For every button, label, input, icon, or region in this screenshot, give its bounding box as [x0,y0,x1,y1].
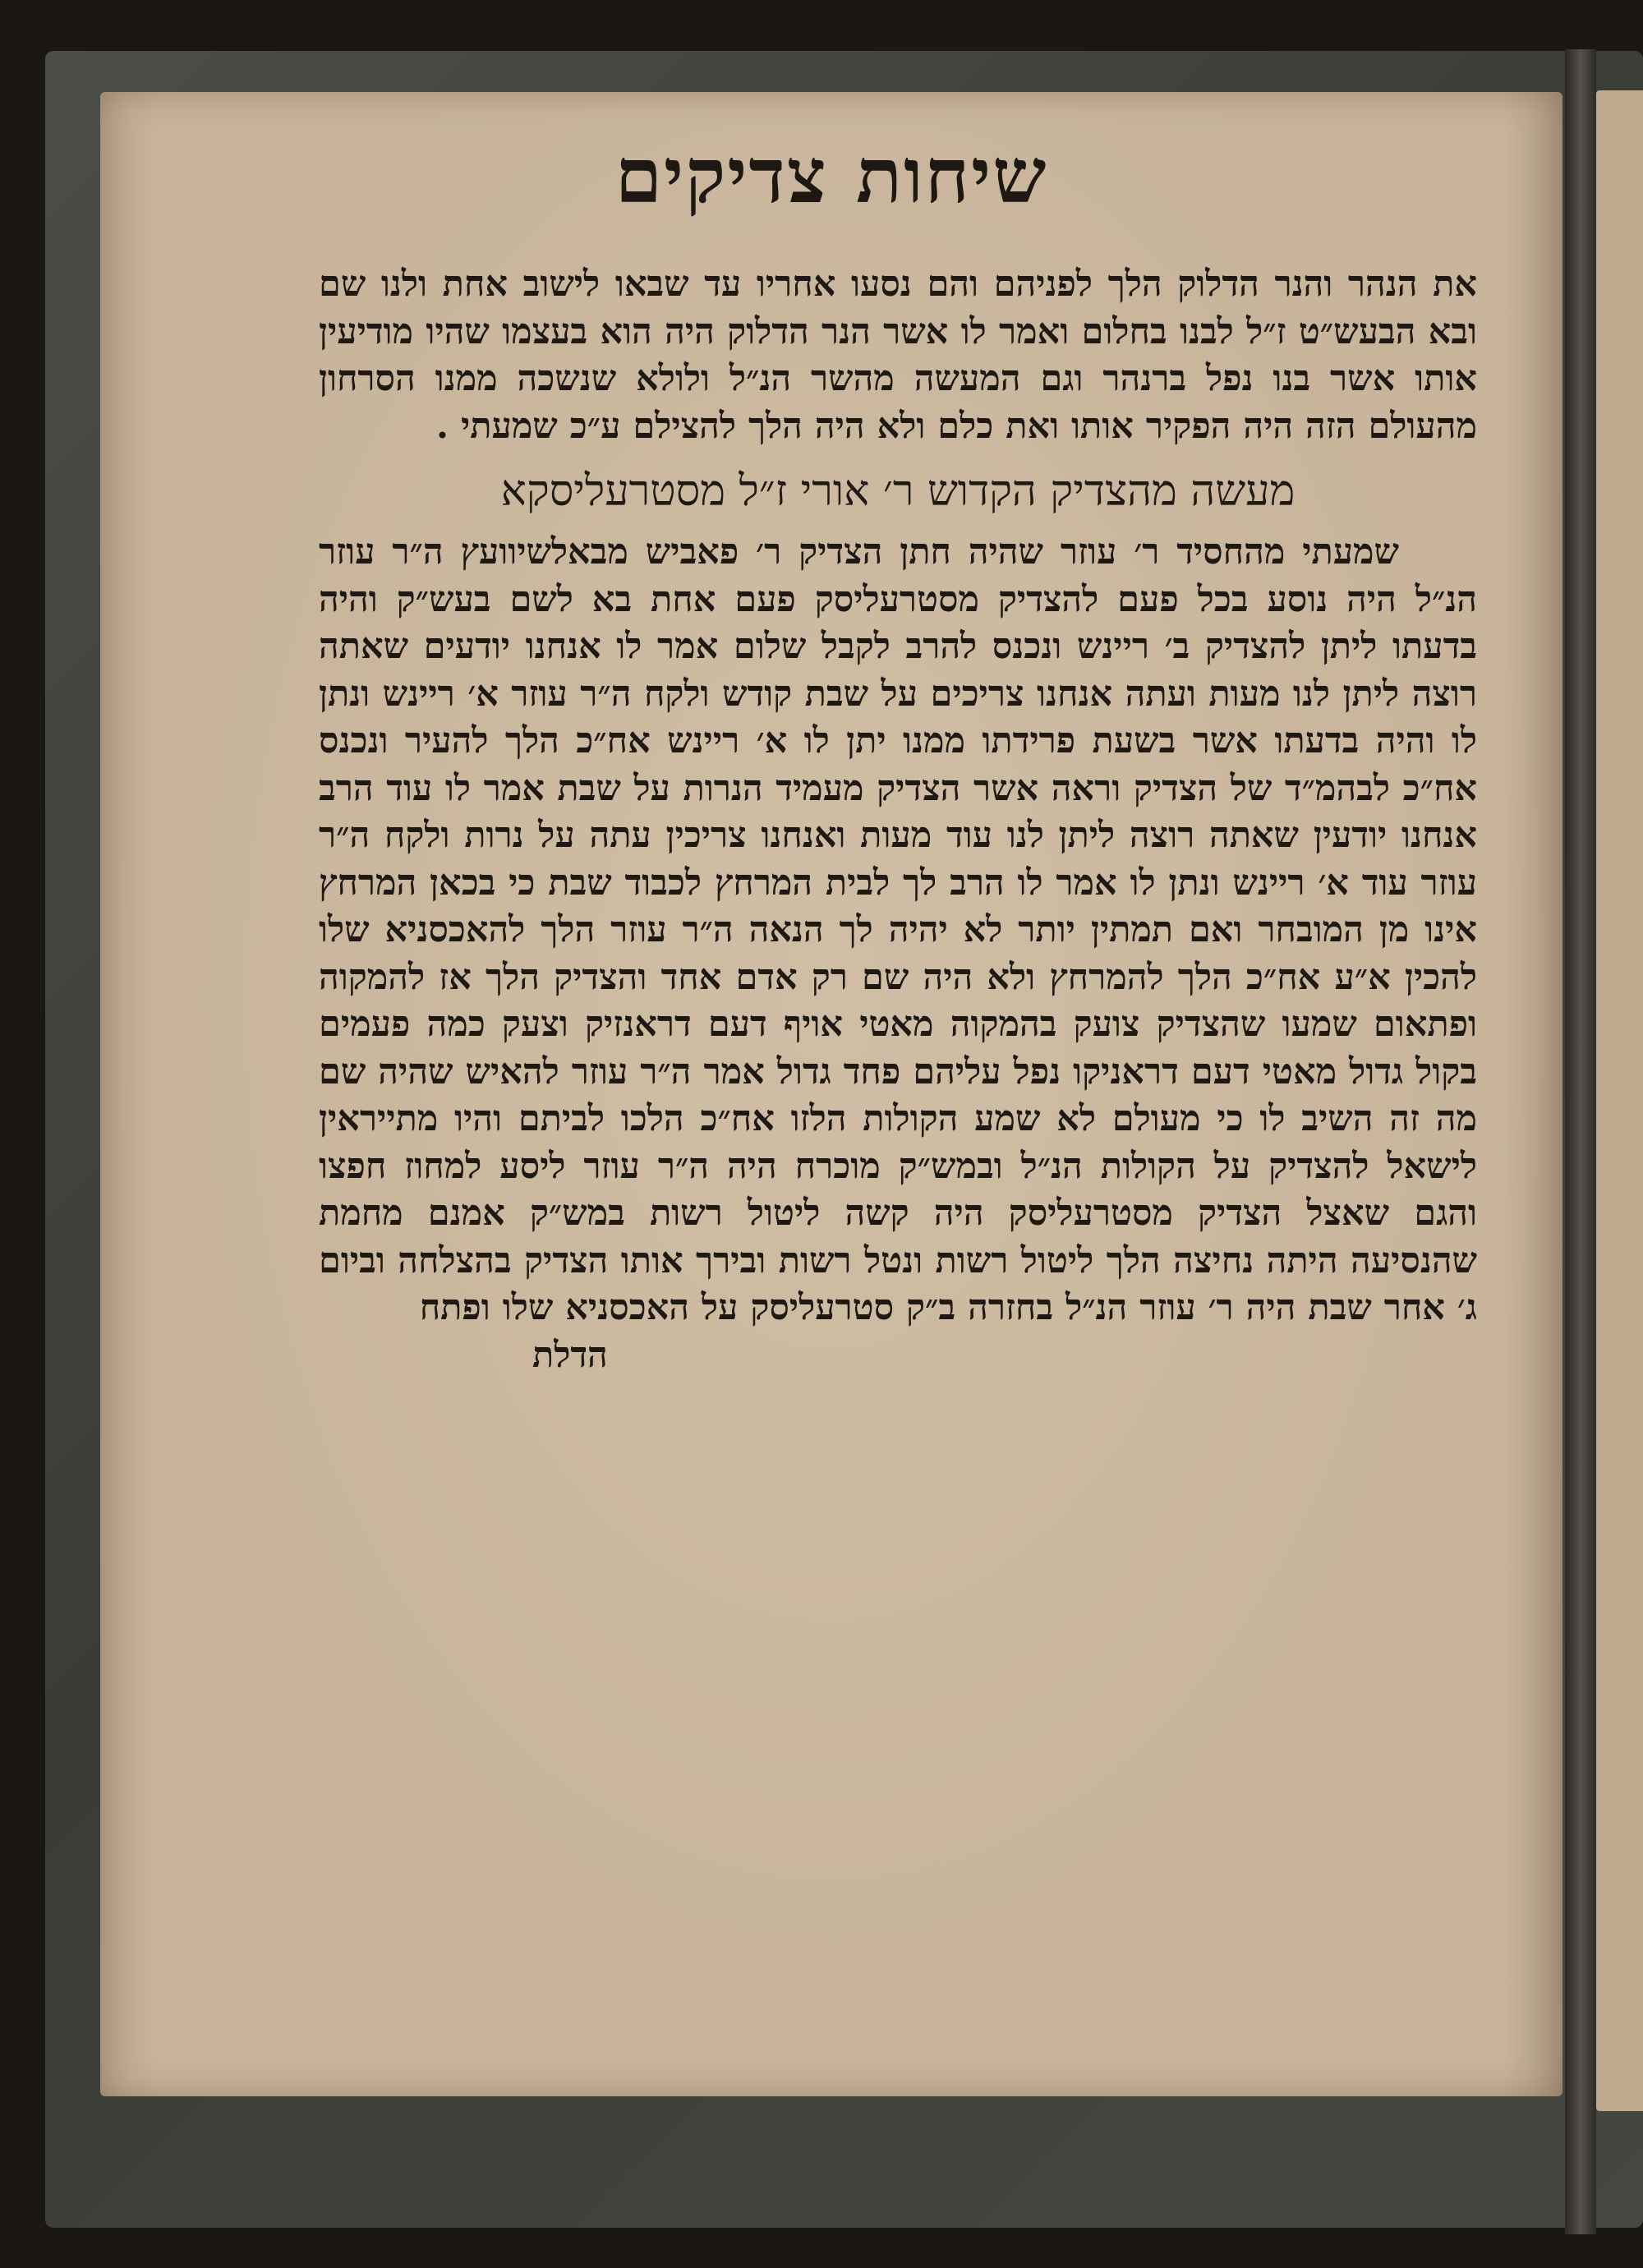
closing-word: הדלת [532,1334,608,1376]
facing-page-edge [1596,90,1643,2111]
book-gutter [1565,49,1596,2234]
section-heading: מעשה מהצדיק הקדוש ר׳ אורי ז״ל מסטרעליסקא [500,467,1296,516]
running-title: שיחות צדיקים [614,131,1048,220]
page-body [319,261,1477,1379]
paragraph-1: את הנהר והנר הדלוק הלך לפניהם והם נסעו אחריו עד שבאו לישוב אחת ולנו שם ובא הבעש״ט ז״ל לבנו בחלום ואמר לו אשר הנר הדלוק היה הוא בעצמו שהיו מודיעין אותו אשר בנו נפל ברנהר וגם המעשה מהשר הנ״ל ולולא שנשכה ממנו הסרחון מהעולם הזה היה הפקיר אותו ואת כלם ולא היה הלך להצילם ע״כ שמעתי . [319,264,1477,447]
paragraph-2: שמעתי מהחסיד ר׳ עוזר שהיה חתן הצדיק ר׳ פאביש מבאלשיוועץ ה״ר עוזר הנ״ל היה נוסע בכל פעם להצדיק מסטרעליסק פעם אחת בא לשם בעש״ק והיה בדעתו ליתן להצדיק ב׳ ריינש ונכנס להרב לקבל שלום אמר לו אנחנו יודעים שאתה רוצה ליתן לנו מעות ועתה אנחנו צריכים על שבת קודש ולקח ה״ר עוזר א׳ ריינש ונתן לו והיה בדעתו אשר בשעת פרידתו ממנו יתן לו א׳ ריינש אח״כ הלך להעיר ונכנס אח״כ לבהמ״ד של הצדיק וראה אשר הצדיק מעמיד הנרות על שבת אמר לו עוד הרב אנחנו יודעין שאתה רוצה ליתן לנו עוד מעות ואנחנו צריכין עתה על נרות ולקח ה״ר עוזר עוד א׳ ריינש ונתן לו אמר לו הרב לך לבית המרחץ לכבוד שבת כי בכאן המרחץ אינו מן המובחר ואם תמתין יותר לא יהיה לך הנאה ה״ר עוזר הלך להאכסניא שלו להכין א״ע אח״כ הלך להמרחץ ולא היה שם רק אדם אחד והצדיק הלך אז להמקוה ופתאום שמעו שהצדיק צועק בהמקוה מאטי אויף דעם דראנזיק וצעק כמה פעמים בקול גדול מאטי דעם דראניקו נפל עליהם פחד גדול אמר ה״ר עוזר להאיש שהיה שם מה זה השיב לו כי מעולם לא שמע הקולות הלזו אח״כ הלכו לביתם והיו מתייראין לישאל להצדיק על הקולות הנ״ל ובמש״ק מוכרח היה ה״ר עוזר ליסע למחוז חפצו והגם שאצל הצדיק מסטרעליסק היה קשה ליטול רשות במש״ק אמנם מחמת שהנסיעה היתה נחיצה הלך ליטול רשות ונטל רשות ובירך אותו הצדיק בהצלחה וביום ג׳ אחר שבת היה ר׳ עוזר הנ״ל בחזרה ב״ק סטרעליסק על האכסניא שלו ופתח [319,531,1477,1328]
